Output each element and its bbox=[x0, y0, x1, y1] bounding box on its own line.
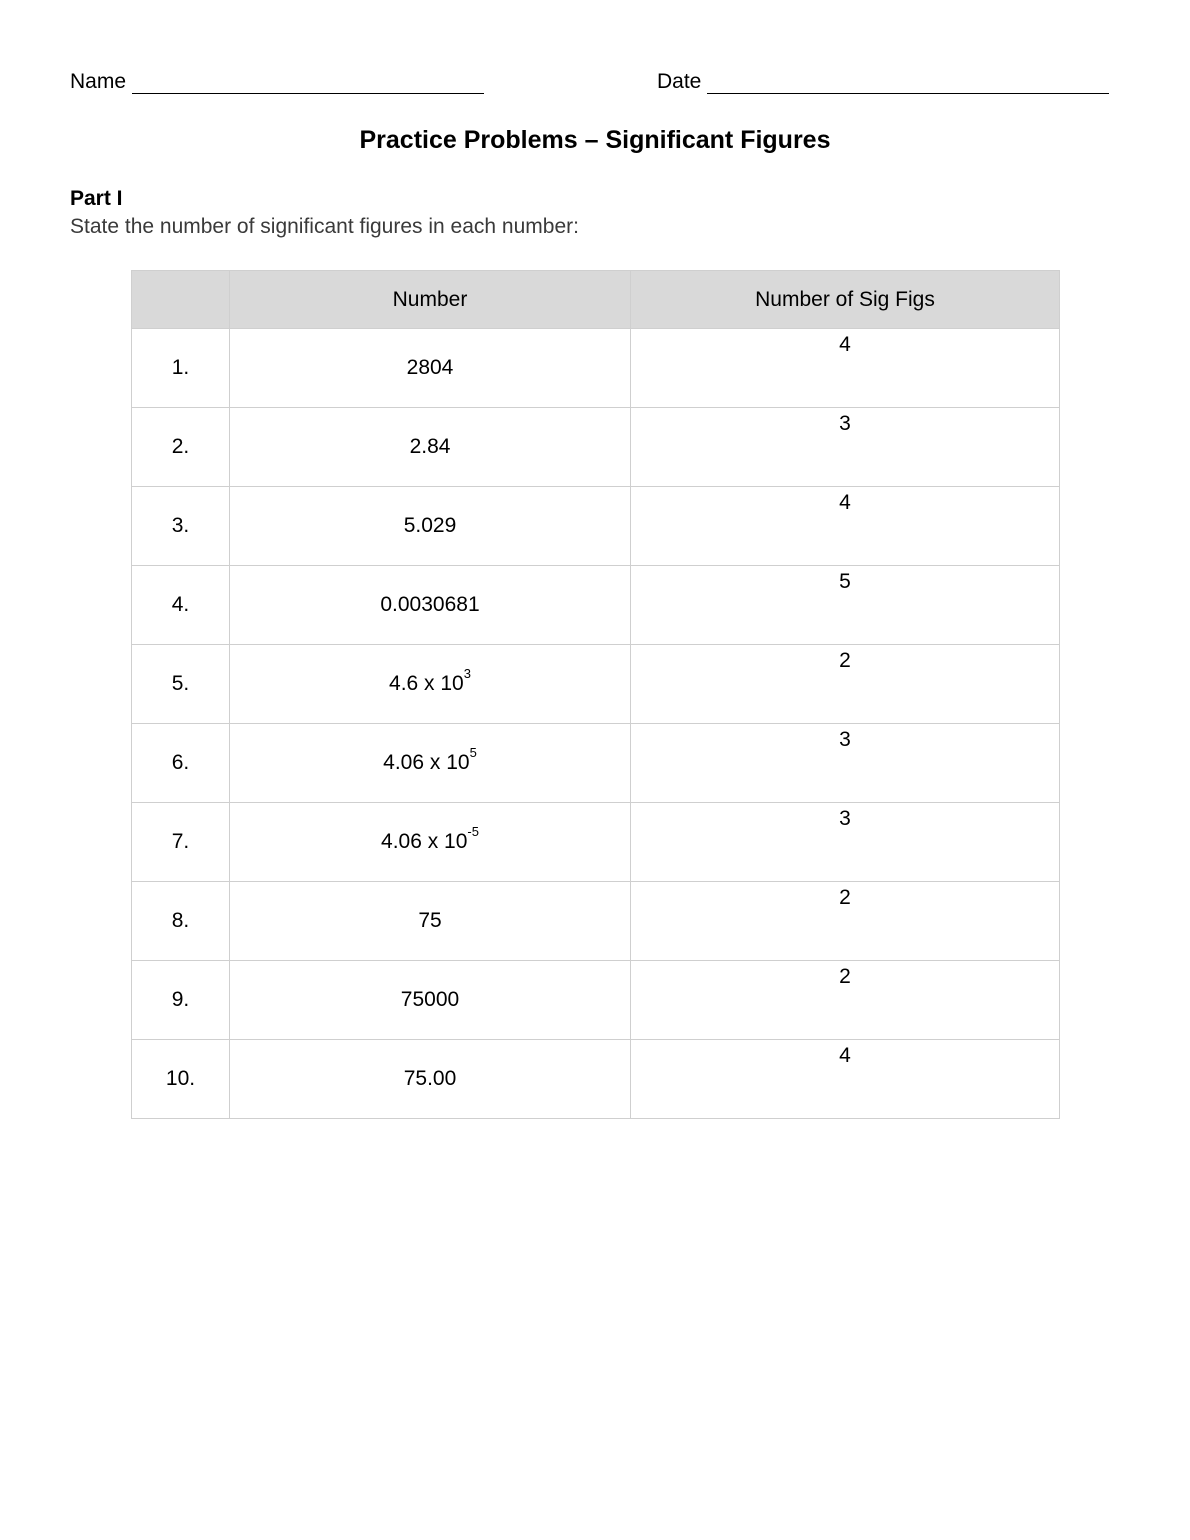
number-value: 0.0030681 bbox=[380, 593, 480, 616]
instructions: State the number of significant figures in each number: bbox=[70, 215, 579, 238]
row-sig-figs-answer[interactable]: 3 bbox=[631, 408, 1060, 487]
row-sig-figs-answer[interactable]: 4 bbox=[631, 1040, 1060, 1119]
row-number bbox=[230, 487, 631, 566]
number-value: 2.84 bbox=[409, 435, 451, 458]
date-field bbox=[657, 70, 1109, 94]
row-index: 3. bbox=[132, 487, 230, 566]
row-index: 2. bbox=[132, 408, 230, 487]
table-body bbox=[132, 329, 1060, 1119]
number-value: 75000 bbox=[400, 988, 460, 1011]
table-row bbox=[132, 645, 1060, 724]
table-row bbox=[132, 329, 1060, 408]
table-row bbox=[132, 408, 1060, 487]
name-field bbox=[70, 70, 484, 94]
table-row bbox=[132, 1040, 1060, 1119]
row-index: 1. bbox=[132, 329, 230, 408]
row-number bbox=[230, 645, 631, 724]
row-sig-figs-answer[interactable]: 3 bbox=[631, 803, 1060, 882]
table-row bbox=[132, 803, 1060, 882]
exponent: 5 bbox=[469, 745, 477, 760]
table-row bbox=[132, 487, 1060, 566]
exponent: -5 bbox=[467, 824, 479, 839]
row-number bbox=[230, 803, 631, 882]
row-number bbox=[230, 1040, 631, 1119]
row-number bbox=[230, 724, 631, 803]
row-index: 5. bbox=[132, 645, 230, 724]
row-sig-figs-answer[interactable]: 4 bbox=[631, 487, 1060, 566]
number-value: 2804 bbox=[406, 356, 454, 379]
page-title: Practice Problems – Significant Figures bbox=[359, 126, 831, 154]
name-label: Name bbox=[70, 70, 127, 93]
number-value: 75.00 bbox=[403, 1067, 457, 1090]
row-sig-figs-answer[interactable]: 2 bbox=[631, 645, 1060, 724]
row-number bbox=[230, 566, 631, 645]
row-sig-figs-answer[interactable]: 5 bbox=[631, 566, 1060, 645]
table-row bbox=[132, 961, 1060, 1040]
name-blank-line[interactable] bbox=[132, 71, 484, 94]
row-sig-figs-answer[interactable]: 3 bbox=[631, 724, 1060, 803]
row-index: 8. bbox=[132, 882, 230, 961]
sig-figs-table bbox=[131, 270, 1060, 1119]
row-number bbox=[230, 961, 631, 1040]
number-value: 4.06 x 10 bbox=[383, 751, 470, 774]
part-heading: Part I bbox=[70, 187, 123, 210]
row-number bbox=[230, 882, 631, 961]
number-value: 75 bbox=[418, 909, 442, 932]
row-sig-figs-answer[interactable]: 4 bbox=[631, 329, 1060, 408]
row-index: 4. bbox=[132, 566, 230, 645]
table-row bbox=[132, 566, 1060, 645]
date-label: Date bbox=[657, 70, 702, 93]
row-index: 6. bbox=[132, 724, 230, 803]
header-sig-figs: Number of Sig Figs bbox=[631, 271, 1060, 329]
row-index: 7. bbox=[132, 803, 230, 882]
header-number: Number bbox=[230, 271, 631, 329]
table-row bbox=[132, 882, 1060, 961]
row-number bbox=[230, 408, 631, 487]
number-value: 4.06 x 10 bbox=[381, 830, 468, 853]
exponent: 3 bbox=[463, 666, 471, 681]
header-index bbox=[132, 271, 230, 329]
row-index: 10. bbox=[132, 1040, 230, 1119]
number-value: 5.029 bbox=[403, 514, 457, 537]
table-header-row bbox=[132, 271, 1060, 329]
row-sig-figs-answer[interactable]: 2 bbox=[631, 882, 1060, 961]
header-fields bbox=[70, 70, 1112, 100]
row-index: 9. bbox=[132, 961, 230, 1040]
number-value: 4.6 x 10 bbox=[389, 672, 464, 695]
table-row bbox=[132, 724, 1060, 803]
row-sig-figs-answer[interactable]: 2 bbox=[631, 961, 1060, 1040]
row-number bbox=[230, 329, 631, 408]
date-blank-line[interactable] bbox=[707, 71, 1109, 94]
